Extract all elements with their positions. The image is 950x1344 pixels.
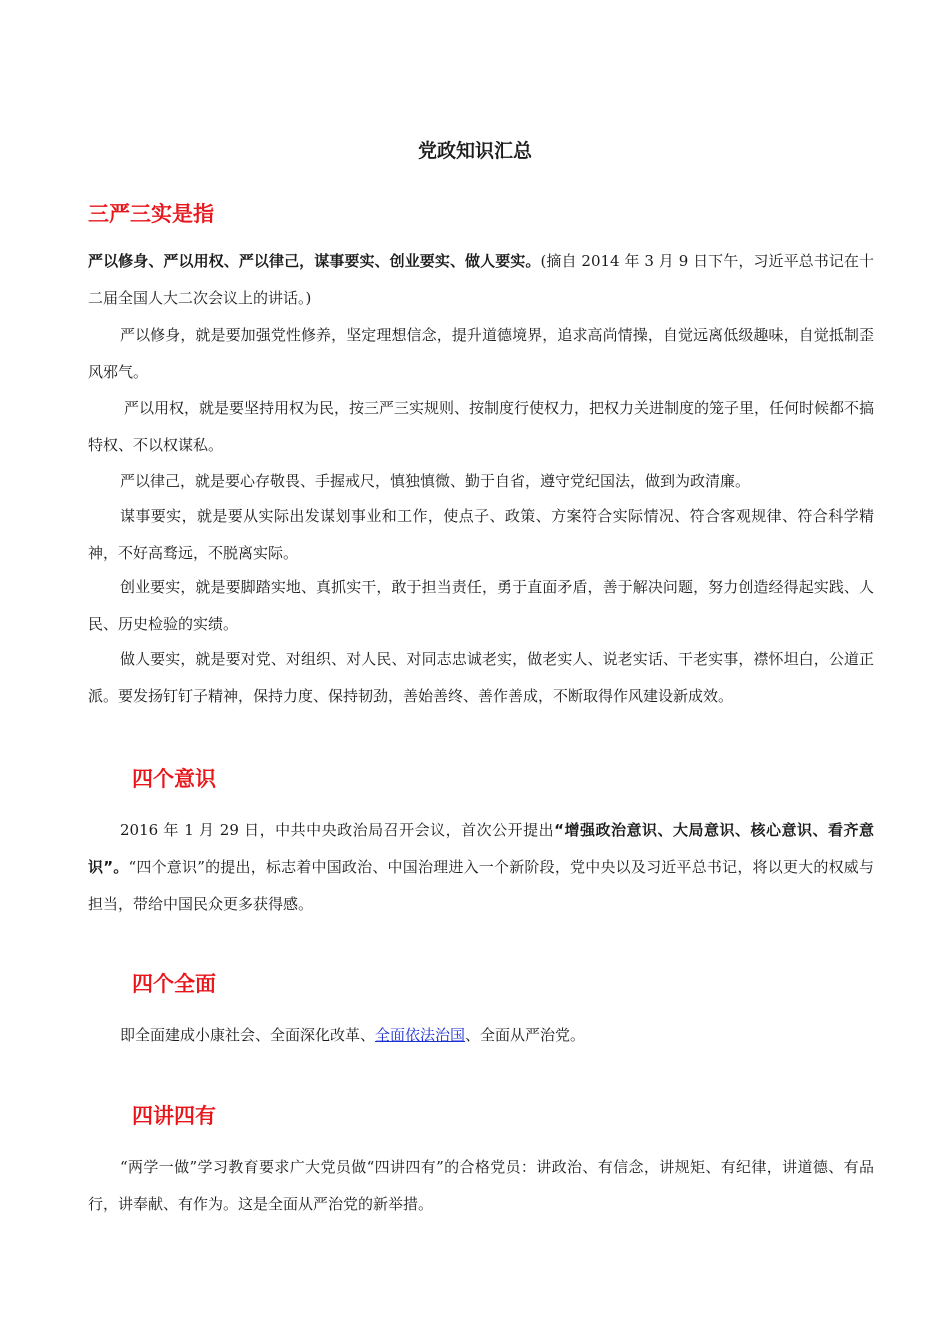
section4-paragraph: “两学一做”学习教育要求广大党员做“四讲四有”的合格党员：讲政治、有信念，讲规矩、有纪律，讲道德、有品行，讲奉献、有作为。这是全面从严治党的新举措。 <box>88 1158 874 1213</box>
section1-intro <box>88 243 874 317</box>
section3-paragraph <box>88 1017 874 1054</box>
section2-text-a: 2016 年 1 月 29 日，中共中央政治局召开会议，首次公开提出 <box>120 821 555 839</box>
document-title: 党政知识汇总 <box>417 140 532 162</box>
quanmian-yifa-zhiguo-link[interactable]: 全面依法治国 <box>375 1026 466 1044</box>
section1-paragraph-2: 严以用权，就是要坚持用权为民，按三严三实规则、按制度行使权力，把权力关进制度的笼子里，任何时候都不搞特权、不以权谋私。 <box>88 399 875 454</box>
section-heading-sige-yishi: 四个意识 <box>132 767 216 791</box>
section1-paragraph-3: 严以律己，就是要心存敬畏、手握戒尺，慎独慎微、勤于自省，遵守党纪国法，做到为政清廉。 <box>120 472 751 490</box>
section1-intro-source: (摘自 2014 年 3 月 9 日下午，习近平总书记在十二届全国人大二次会议上的讲话。) <box>88 252 874 307</box>
section1-intro-bold: 严以修身、严以用权、严以律己，谋事要实、创业要实、做人要实。 <box>88 252 541 270</box>
section-heading-sijiang-siyou: 四讲四有 <box>132 1104 216 1128</box>
section1-paragraph-6: 做人要实，就是要对党、对组织、对人民、对同志忠诚老实，做老实人、说老实话、干老实事，襟怀坦白，公道正派。要发扬钉钉子精神，保持力度、保持韧劲，善始善终、善作善成，不断取得作风建设新成效。 <box>88 650 874 705</box>
section-heading-sige-quanmian: 四个全面 <box>132 972 216 996</box>
section2-paragraph <box>88 812 874 923</box>
section1-paragraph-1: 严以修身，就是要加强党性修养，坚定理想信念，提升道德境界，追求高尚情操，自觉远离低级趣味，自觉抵制歪风邪气。 <box>88 326 874 381</box>
section2-text-bold: “增强政治意识、大局意识、核心意识、看齐意识”。 <box>88 821 874 876</box>
section3-text-a: 即全面建成小康社会、全面深化改革、 <box>120 1026 376 1044</box>
section1-paragraph-5: 创业要实，就是要脚踏实地、真抓实干，敢于担当责任，勇于直面矛盾，善于解决问题，努力创造经得起实践、人民、历史检验的实绩。 <box>88 578 874 633</box>
section1-paragraph-4: 谋事要实，就是要从实际出发谋划事业和工作，使点子、政策、方案符合实际情况、符合客观规律、符合科学精神，不好高骛远，不脱离实际。 <box>88 507 874 562</box>
section-heading-sanyan-sanshi: 三严三实是指 <box>88 202 214 226</box>
section2-text-b: “四个意识”的提出，标志着中国政治、中国治理进入一个新阶段，党中央以及习近平总书记，将以更大的权威与担当，带给中国民众更多获得感。 <box>88 858 875 913</box>
section3-text-b: 、全面从严治党。 <box>465 1026 586 1044</box>
